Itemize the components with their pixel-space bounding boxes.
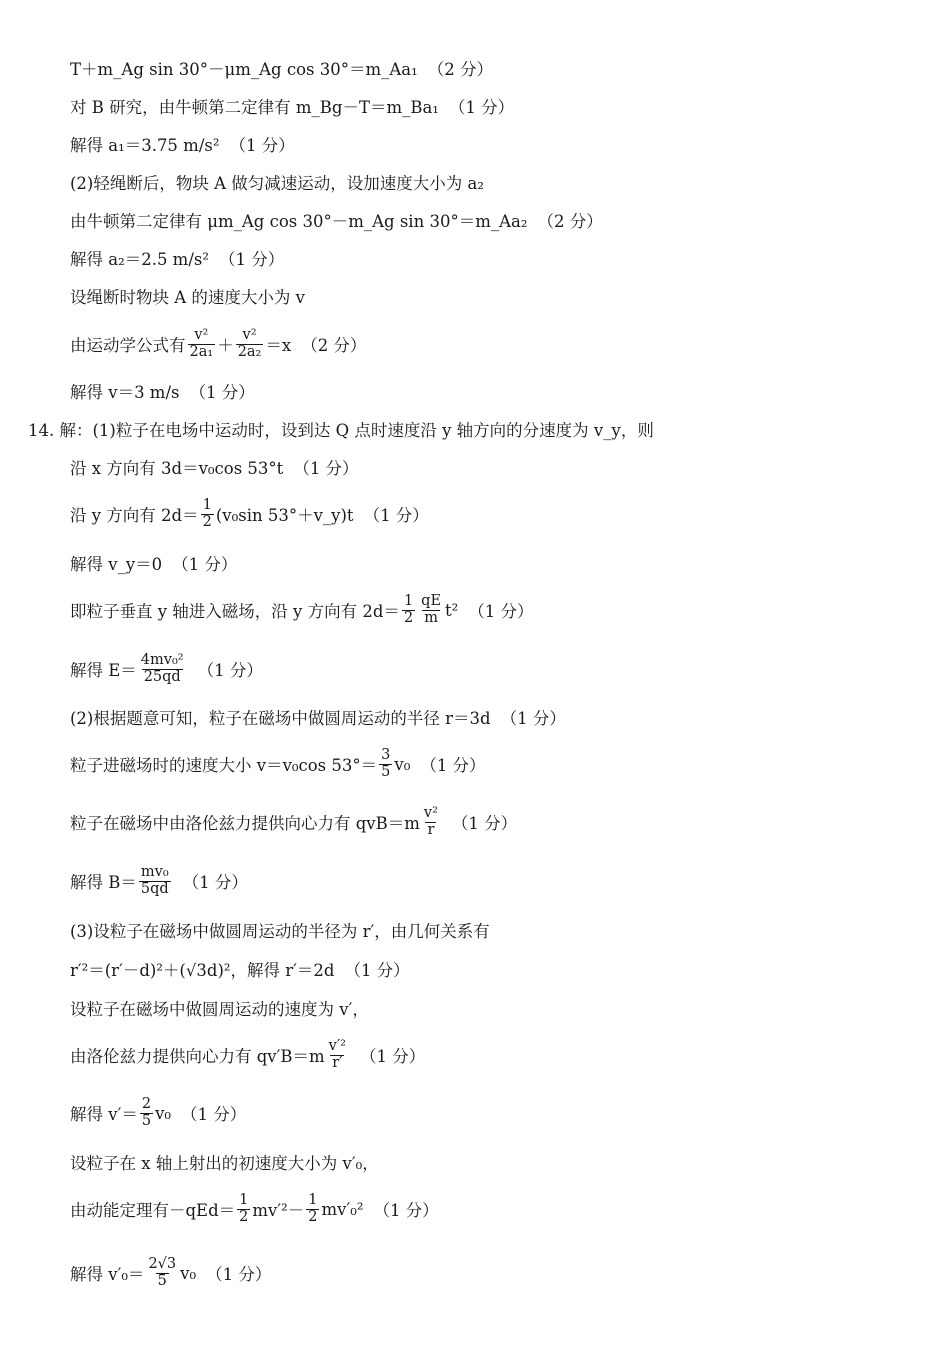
score-mark: （2 分） xyxy=(301,336,367,355)
fraction-denominator: 2a₂ xyxy=(237,343,262,360)
equation-text: v₀ xyxy=(155,1103,171,1123)
question-heading xyxy=(28,409,654,449)
equation-text: 解得 v_y＝0 xyxy=(70,555,163,574)
score-mark: （1 分） xyxy=(197,661,263,680)
equation-text: ＋ xyxy=(217,336,234,355)
fraction-numerator: 1 xyxy=(202,497,212,514)
fraction xyxy=(237,1193,250,1224)
score-mark: （1 分） xyxy=(206,1265,272,1284)
solution-line xyxy=(70,649,263,689)
fraction xyxy=(306,1193,319,1224)
score-mark: （1 分） xyxy=(359,1047,426,1066)
solution-line xyxy=(70,371,255,411)
equation-text: 解得 E＝ xyxy=(70,661,137,680)
equation-text: 解得 v′＝ xyxy=(70,1105,138,1124)
score-mark: （1 分） xyxy=(181,1105,247,1124)
score-mark: （1 分） xyxy=(468,602,534,621)
equation-text: 由牛顿第二定律有 μm_Ag cos 30°－m_Ag sin 30°＝m_Aa₂ xyxy=(70,212,528,231)
fraction xyxy=(146,1257,178,1288)
solution-line xyxy=(70,447,359,487)
solution-line xyxy=(70,124,295,164)
solution-line xyxy=(70,276,305,316)
equation-text: 解得 a₂＝2.5 m/s² xyxy=(70,250,209,269)
solution-line xyxy=(70,1093,246,1133)
fraction-numerator: 4mv₀² xyxy=(140,652,184,669)
fraction-numerator: qE xyxy=(421,593,442,610)
fraction-denominator: 5 xyxy=(141,1112,152,1129)
equation-text: (2)根据题意可知，粒子在磁场中做圆周运动的半径 r＝3d xyxy=(70,709,491,728)
fraction xyxy=(327,1039,348,1070)
equation-text: 对 B 研究，由牛顿第二定律有 m_Bg－T＝m_Ba₁ xyxy=(70,98,439,117)
fraction-denominator: 25qd xyxy=(143,668,181,685)
equation-text: ＝x xyxy=(265,336,292,355)
solution-line xyxy=(70,86,514,126)
fraction-numerator: 1 xyxy=(308,1192,318,1209)
fraction-numerator: v² xyxy=(194,327,209,344)
solution-line xyxy=(70,1189,439,1229)
fraction-numerator: 2√3 xyxy=(148,1256,177,1273)
fraction-denominator: 2 xyxy=(308,1208,318,1225)
equation-text: T＋m_Ag sin 30°－μm_Ag cos 30°＝m_Aa₁ xyxy=(70,60,418,79)
equation-text: (v₀sin 53°＋v_y)t xyxy=(215,506,354,525)
solution-line xyxy=(70,324,366,364)
equation-text: v₀ xyxy=(180,1263,197,1283)
equation-text: 由动能定理有－qEd＝ xyxy=(70,1201,236,1220)
fraction-numerator: 2 xyxy=(141,1096,152,1113)
equation-text: 解得 v′₀＝ xyxy=(70,1265,145,1284)
fraction xyxy=(139,865,171,896)
equation-text: 解得 B＝ xyxy=(70,873,137,892)
fraction-denominator: m xyxy=(424,609,438,626)
score-mark: （1 分） xyxy=(189,383,255,402)
equation-text: mv′²－ xyxy=(252,1201,305,1220)
equation-text: t² xyxy=(445,600,459,620)
score-mark: （1 分） xyxy=(420,756,486,775)
equation-text: 粒子进磁场时的速度大小 v＝v₀cos 53°＝ xyxy=(70,756,378,775)
solution-line xyxy=(70,861,248,901)
equation-text: 设粒子在磁场中做圆周运动的速度为 v′， xyxy=(70,1000,369,1019)
score-mark: （2 分） xyxy=(537,212,603,231)
score-mark: （1 分） xyxy=(448,98,515,117)
solution-line xyxy=(70,238,284,278)
score-mark: （1 分） xyxy=(172,555,238,574)
equation-text: 沿 y 方向有 2d＝ xyxy=(70,506,199,525)
equation-text: 14. 解：(1)粒子在电场中运动时，设到达 Q 点时速度沿 y 轴方向的分速度为 v_y，则 xyxy=(28,421,654,440)
fraction-numerator: v² xyxy=(423,805,438,822)
fraction xyxy=(201,498,214,529)
equation-text: 设粒子在 x 轴上射出的初速度大小为 v′₀， xyxy=(70,1154,379,1173)
equation-text: v₀ xyxy=(394,754,411,774)
equation-text: 即粒子垂直 y 轴进入磁场，沿 y 方向有 2d＝ xyxy=(70,602,400,621)
fraction-denominator: 2a₁ xyxy=(189,343,214,360)
fraction-denominator: 2 xyxy=(202,513,212,530)
fraction xyxy=(379,748,392,779)
solution-line xyxy=(70,910,490,950)
fraction-numerator: mv₀ xyxy=(140,864,169,881)
equation-text: 沿 x 方向有 3d＝v₀cos 53°t xyxy=(70,459,284,478)
fraction xyxy=(422,806,440,837)
fraction-denominator: r′ xyxy=(332,1054,343,1071)
fraction-numerator: 1 xyxy=(239,1192,249,1209)
solution-line xyxy=(70,162,484,202)
fraction-denominator: 5 xyxy=(381,763,391,780)
solution-line xyxy=(70,1142,379,1182)
solution-line xyxy=(70,543,237,583)
equation-text: mv′₀² xyxy=(321,1199,364,1219)
fraction-numerator: 1 xyxy=(403,593,414,610)
solution-line xyxy=(70,697,566,737)
fraction xyxy=(188,328,216,359)
equation-text: (3)设粒子在磁场中做圆周运动的半径为 r′，由几何关系有 xyxy=(70,922,490,941)
fraction xyxy=(140,1097,153,1128)
fraction-numerator: 3 xyxy=(381,747,391,764)
fraction xyxy=(419,594,443,625)
equation-text: 粒子在磁场中由洛伦兹力提供向心力有 qvB＝m xyxy=(70,814,420,833)
equation-text: 设绳断时物块 A 的速度大小为 v xyxy=(70,288,305,307)
fraction-numerator: v² xyxy=(242,327,257,344)
solution-line xyxy=(70,949,410,989)
score-mark: （1 分） xyxy=(373,1201,439,1220)
solution-line xyxy=(70,744,486,784)
equation-text: 由运动学公式有 xyxy=(70,336,186,355)
score-mark: （1 分） xyxy=(363,506,429,525)
score-mark: （1 分） xyxy=(293,459,359,478)
fraction-denominator: 5qd xyxy=(140,880,169,897)
fraction-denominator: 2 xyxy=(403,609,414,626)
solution-line xyxy=(70,802,517,842)
solution-line xyxy=(70,1035,425,1075)
fraction xyxy=(139,653,186,684)
solution-line xyxy=(70,494,429,534)
fraction-denominator: r xyxy=(427,821,435,838)
equation-text: 解得 v＝3 m/s xyxy=(70,383,180,402)
equation-text: r′²＝(r′－d)²＋(√3d)²，解得 r′＝2d xyxy=(70,961,335,980)
solution-line xyxy=(70,200,603,240)
score-mark: （1 分） xyxy=(500,709,566,728)
equation-text: 由洛伦兹力提供向心力有 qv′B＝m xyxy=(70,1047,325,1066)
fraction xyxy=(402,594,415,625)
score-mark: （1 分） xyxy=(182,873,248,892)
fraction xyxy=(236,328,264,359)
fraction-numerator: v′² xyxy=(328,1038,346,1055)
score-mark: （2 分） xyxy=(427,60,493,79)
solution-line xyxy=(70,1253,271,1293)
score-mark: （1 分） xyxy=(229,136,295,155)
fraction-denominator: 2 xyxy=(239,1208,249,1225)
solution-line xyxy=(70,590,534,630)
equation-text: (2)轻绳断后，物块 A 做匀减速运动，设加速度大小为 a₂ xyxy=(70,174,484,193)
score-mark: （1 分） xyxy=(344,961,410,980)
equation-text: 解得 a₁＝3.75 m/s² xyxy=(70,136,220,155)
solution-line xyxy=(70,48,493,88)
fraction-denominator: 5 xyxy=(157,1272,167,1289)
score-mark: （1 分） xyxy=(218,250,285,269)
score-mark: （1 分） xyxy=(451,814,518,833)
solution-line xyxy=(70,988,369,1028)
